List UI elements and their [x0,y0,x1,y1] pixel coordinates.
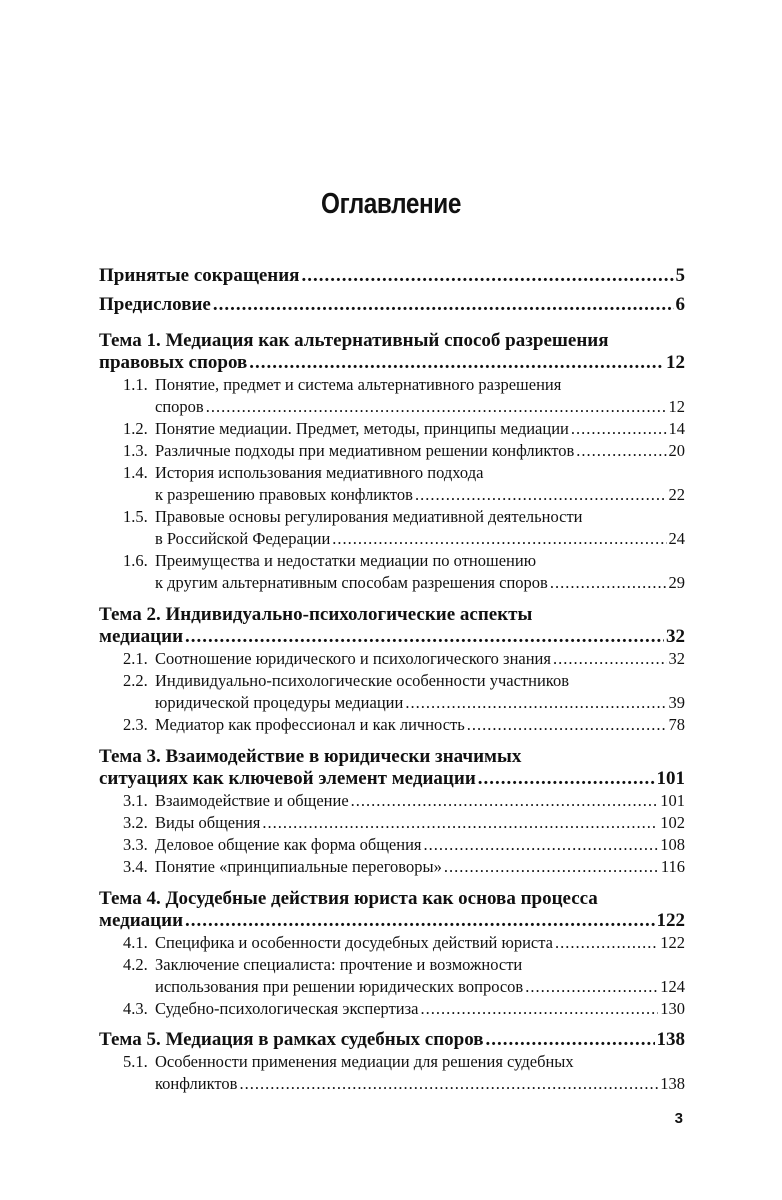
toc-page-number: 116 [660,857,685,876]
toc-subentry-number: 1.6. [123,551,148,570]
toc-page-number: 101 [660,791,685,810]
toc-page-number: 29 [668,573,685,592]
toc-page-number: 32 [668,649,685,668]
leader-dots [405,692,666,714]
table-of-contents [99,262,685,1095]
toc-subentry-number: 3.2. [123,813,148,832]
leader-dots [332,528,666,550]
toc-entry-abbreviations[interactable] [99,262,685,289]
toc-subentry-number: 2.2. [123,671,148,690]
toc-subentry-line2: в Российской Федерации [155,529,331,548]
toc-subentry-number: 1.4. [123,463,148,482]
leader-dots [553,648,667,670]
leader-dots [420,998,658,1020]
toc-subentry-1-4[interactable] [99,462,685,506]
toc-theme-title-line1: Тема 4. Досудебные действия юриста как основа процесса [99,888,598,909]
toc-subentry-text: Понятие «принципиальные переговоры» [155,857,442,876]
toc-subentry-text: Различные подходы при медиативном решении конфликтов [155,441,575,460]
toc-page-number: 78 [668,715,685,734]
toc-subentry-number: 5.1. [123,1052,148,1071]
toc-theme-1[interactable] [99,329,685,374]
toc-subentry-2-3[interactable] [99,714,685,736]
toc-page-number: 102 [660,813,685,832]
toc-subentry-line1: Индивидуально-психологические особенности участников [155,671,570,690]
toc-subentry-number: 4.1. [123,933,148,952]
toc-subentry-3-3[interactable] [99,834,685,856]
toc-theme-title-line1: Тема 2. Индивидуально-психологические аспекты [99,604,533,625]
toc-theme-title-line1: Тема 3. Взаимодействие в юридически значимых [99,746,522,767]
toc-theme-title: Тема 5. Медиация в рамках судебных споров [99,1029,484,1050]
toc-subentry-5-1[interactable] [99,1051,685,1095]
toc-subentry-text: Соотношение юридического и психологического знания [155,649,551,668]
leader-dots [467,714,667,736]
toc-subentry-3-1[interactable] [99,790,685,812]
toc-subentry-text: Взаимодействие и общение [155,791,349,810]
toc-page-number: 101 [656,768,685,789]
toc-theme-4[interactable] [99,887,685,932]
toc-subentry-number: 2.1. [123,649,148,668]
toc-page-number: 138 [656,1029,685,1050]
leader-dots [185,626,664,648]
toc-subentry-4-2[interactable] [99,954,685,998]
toc-subentry-line2: юридической процедуры медиации [155,693,404,712]
leader-dots [351,790,659,812]
leader-dots [486,1029,655,1051]
page-title: Оглавление [321,188,461,220]
toc-subentry-line1: Заключение специалиста: прочтение и возможности [155,955,523,974]
toc-subentry-number: 1.1. [123,375,148,394]
leader-dots [262,812,658,834]
toc-subentry-1-3[interactable] [99,440,685,462]
toc-subentry-number: 4.3. [123,999,148,1018]
toc-theme-3[interactable] [99,745,685,790]
toc-page-number: 124 [660,977,685,996]
leader-dots [415,484,667,506]
toc-subentry-number: 3.3. [123,835,148,854]
toc-subentry-line2: к разрешению правовых конфликтов [155,485,413,504]
toc-subentry-number: 4.2. [123,955,148,974]
toc-subentry-line1: Правовые основы регулирования медиативной деятельности [155,507,583,526]
toc-subentry-line1: Понятие, предмет и система альтернативного разрешения [155,375,562,394]
toc-page-number: 130 [660,999,685,1018]
leader-dots [550,572,667,594]
toc-subentry-number: 1.5. [123,507,148,526]
toc-theme-title-line2: ситуациях как ключевой элемент медиации [99,768,476,789]
toc-subentry-4-3[interactable] [99,998,685,1020]
toc-subentry-line2: к другим альтернативным способам разрешения споров [155,573,548,592]
toc-entry-text: Принятые сокращения [99,265,300,286]
toc-page-number: 6 [675,294,685,315]
toc-subentry-1-2[interactable] [99,418,685,440]
toc-subentry-text: Деловое общение как форма общения [155,835,422,854]
toc-subentry-number: 3.1. [123,791,148,810]
leader-dots [206,396,667,418]
toc-subentry-text: Судебно-психологическая экспертиза [155,999,419,1018]
toc-page-number: 39 [668,693,685,712]
toc-theme-5[interactable] [99,1029,685,1051]
toc-theme-title-line2: медиации [99,910,184,931]
toc-subentry-text: Виды общения [155,813,261,832]
toc-subentry-number: 3.4. [123,857,148,876]
toc-subentry-2-2[interactable] [99,670,685,714]
toc-subentry-1-5[interactable] [99,506,685,550]
leader-dots [213,291,674,318]
toc-entry-text: Предисловие [99,294,211,315]
toc-subentry-1-1[interactable] [99,374,685,418]
leader-dots [444,856,659,878]
toc-entry-preface[interactable] [99,291,685,318]
toc-page-number: 122 [660,933,685,952]
page-number: 3 [674,1110,683,1127]
toc-subentry-number: 1.3. [123,441,148,460]
leader-dots [424,834,659,856]
toc-subentry-text: Специфика и особенности досудебных действий юриста [155,933,553,952]
toc-subentry-line1: История использования медиативного подхода [155,463,484,482]
toc-page-number: 14 [668,419,685,438]
toc-page-number: 108 [660,835,685,854]
toc-subentry-line2: использования при решении юридических вопросов [155,977,524,996]
toc-subentry-line1: Преимущества и недостатки медиации по отношению [155,551,537,570]
toc-page-number: 24 [668,529,685,548]
toc-theme-title-line1: Тема 1. Медиация как альтернативный способ разрешения [99,330,609,351]
toc-subentry-4-1[interactable] [99,932,685,954]
toc-subentry-number: 1.2. [123,419,148,438]
toc-theme-title-line2: правовых споров [99,352,248,373]
toc-subentry-1-6[interactable] [99,550,685,594]
toc-subentry-3-2[interactable] [99,812,685,834]
toc-subentry-2-1[interactable] [99,648,685,670]
toc-subentry-text: Понятие медиации. Предмет, методы, принципы медиации [155,419,569,438]
toc-theme-title-line2: медиации [99,626,184,647]
toc-theme-2[interactable] [99,603,685,648]
toc-page-number: 32 [666,626,685,647]
toc-subentry-line2: конфликтов [155,1074,238,1093]
toc-page-number: 12 [668,397,685,416]
toc-page-number: 20 [668,441,685,460]
toc-subentry-3-4[interactable] [99,856,685,878]
leader-dots [571,418,667,440]
leader-dots [478,768,655,790]
toc-subentry-text: Медиатор как профессионал и как личность [155,715,465,734]
toc-page-number: 138 [660,1074,685,1093]
toc-subentry-line2: споров [155,397,204,416]
toc-page-number: 122 [656,910,685,931]
leader-dots [239,1073,658,1095]
toc-subentry-line1: Особенности применения медиации для решения судебных [155,1052,574,1071]
leader-dots [249,352,664,374]
toc-page-number: 12 [666,352,685,373]
toc-page-number: 22 [668,485,685,504]
leader-dots [525,976,658,998]
leader-dots [185,910,654,932]
toc-subentry-number: 2.3. [123,715,148,734]
toc-page-number: 5 [675,265,685,286]
leader-dots [555,932,658,954]
leader-dots [301,262,673,289]
leader-dots [576,440,666,462]
